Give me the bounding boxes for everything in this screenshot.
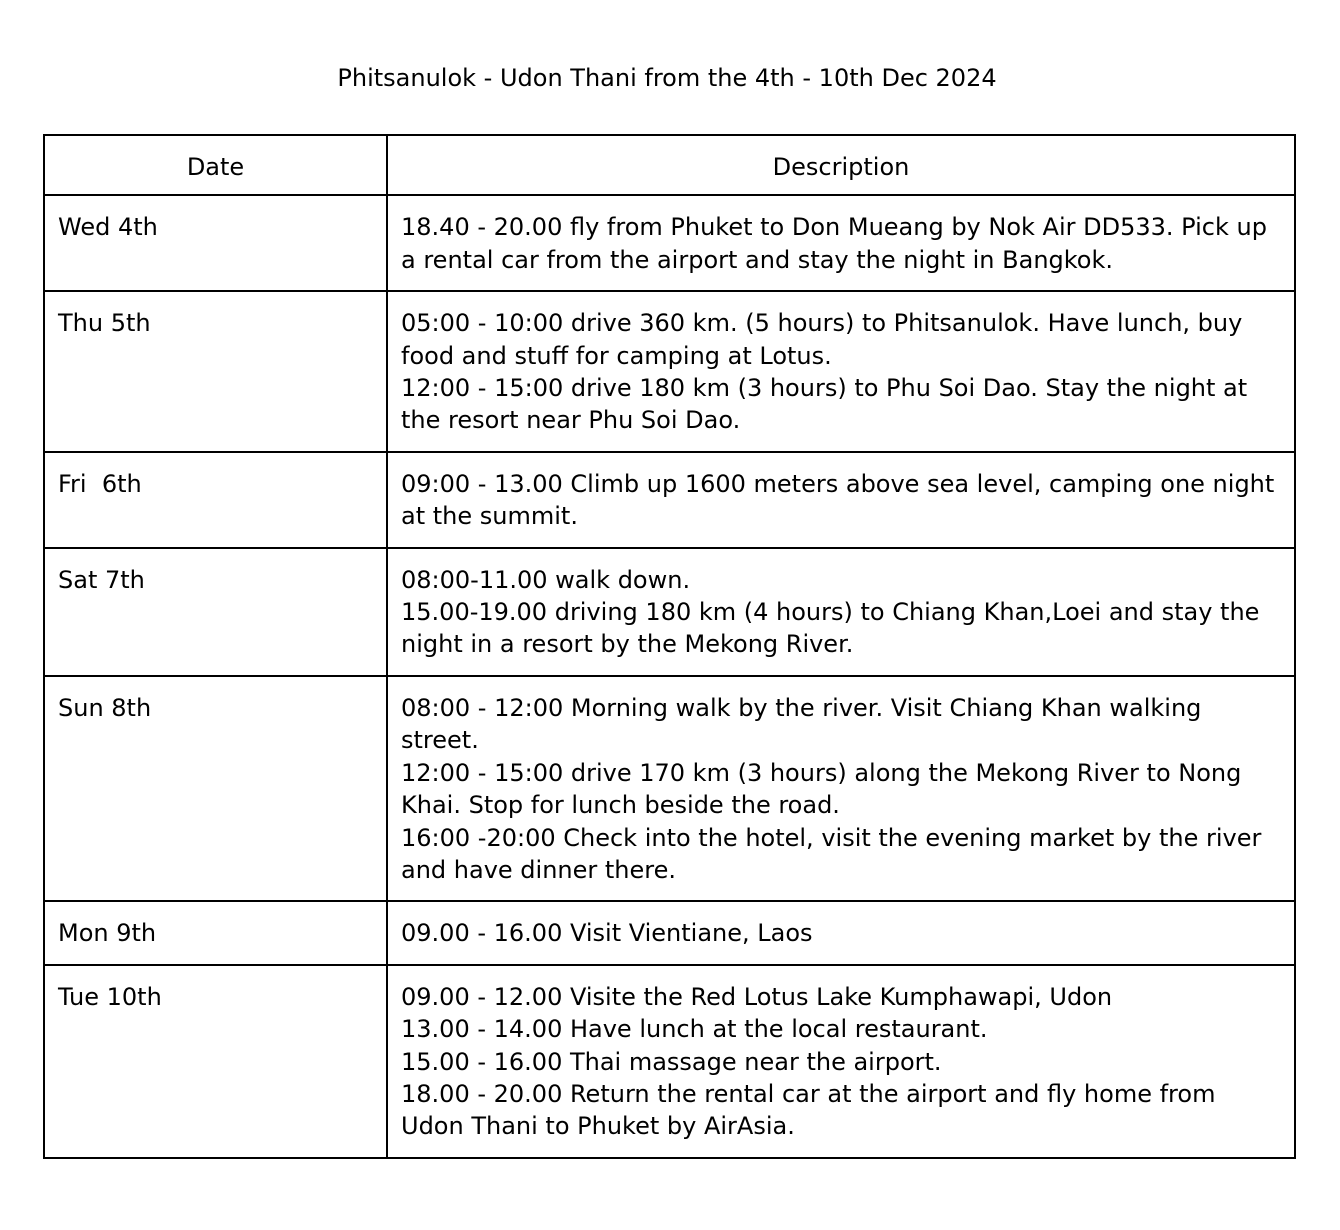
description-line: 12:00 - 15:00 drive 170 km (3 hours) along the Mekong River to Nong Khai. Stop for lunch beside the road.	[401, 758, 1242, 820]
date-cell: Fri 6th	[44, 452, 387, 548]
description-line: 12:00 - 15:00 drive 180 km (3 hours) to Phu Soi Dao. Stay the night at the resort near Phu Soi Dao.	[401, 374, 1248, 435]
table-row	[44, 452, 1295, 548]
description-cell	[387, 965, 1295, 1158]
description-cell	[387, 452, 1295, 548]
description-line: 15.00-19.00 driving 180 km (4 hours) to Chiang Khan,Loei and stay the night in a resort by the Mekong River.	[401, 598, 1260, 659]
table-row	[44, 676, 1295, 901]
table-row	[44, 195, 1295, 291]
description-line: 13.00 - 14.00 Have lunch at the local restaurant.	[401, 1015, 988, 1044]
description-cell	[387, 901, 1295, 964]
itinerary-table	[43, 134, 1296, 1159]
table-row	[44, 965, 1295, 1158]
description-line: 08:00 - 12:00 Morning walk by the river. Visit Chiang Khan walking street.	[401, 693, 1202, 755]
date-cell: Tue 10th	[44, 965, 387, 1158]
date-cell: Sat 7th	[44, 548, 387, 676]
table-row	[44, 291, 1295, 452]
description-line: 09.00 - 16.00 Visit Vientiane, Laos	[401, 919, 813, 948]
description-cell	[387, 291, 1295, 452]
description-line: 18.40 - 20.00 fly from Phuket to Don Mueang by Nok Air DD533. Pick up a rental car from the airport and stay the night in Bangkok.	[401, 213, 1267, 274]
table-row	[44, 901, 1295, 964]
description-line: 18.00 - 20.00 Return the rental car at the airport and fly home from Udon Thani to Phuket by AirAsia.	[401, 1079, 1216, 1141]
description-line: 09:00 - 13.00 Climb up 1600 meters above sea level, camping one night at the summit.	[401, 469, 1275, 531]
date-cell: Thu 5th	[44, 291, 387, 452]
description-line: 09.00 - 12.00 Visite the Red Lotus Lake Kumphawapi, Udon	[401, 982, 1113, 1011]
date-cell: Sun 8th	[44, 676, 387, 901]
date-cell: Mon 9th	[44, 901, 387, 964]
page-title: Phitsanulok - Udon Thani from the 4th - 10th Dec 2024	[337, 64, 997, 92]
date-column-header: Date	[44, 135, 387, 195]
date-cell: Wed 4th	[44, 195, 387, 291]
table-row	[44, 548, 1295, 676]
description-column-header: Description	[387, 135, 1295, 195]
description-cell	[387, 195, 1295, 291]
table-header-row	[44, 135, 1295, 195]
description-line: 05:00 - 10:00 drive 360 km. (5 hours) to Phitsanulok. Have lunch, buy food and stuff for camping at Lotus.	[401, 309, 1243, 370]
description-line: 16:00 -20:00 Check into the hotel, visit the evening market by the river and have dinner there.	[401, 823, 1262, 884]
description-line: 15.00 - 16.00 Thai massage near the airport.	[401, 1047, 942, 1076]
description-cell	[387, 676, 1295, 901]
description-line: 08:00-11.00 walk down.	[401, 565, 691, 594]
description-cell	[387, 548, 1295, 676]
